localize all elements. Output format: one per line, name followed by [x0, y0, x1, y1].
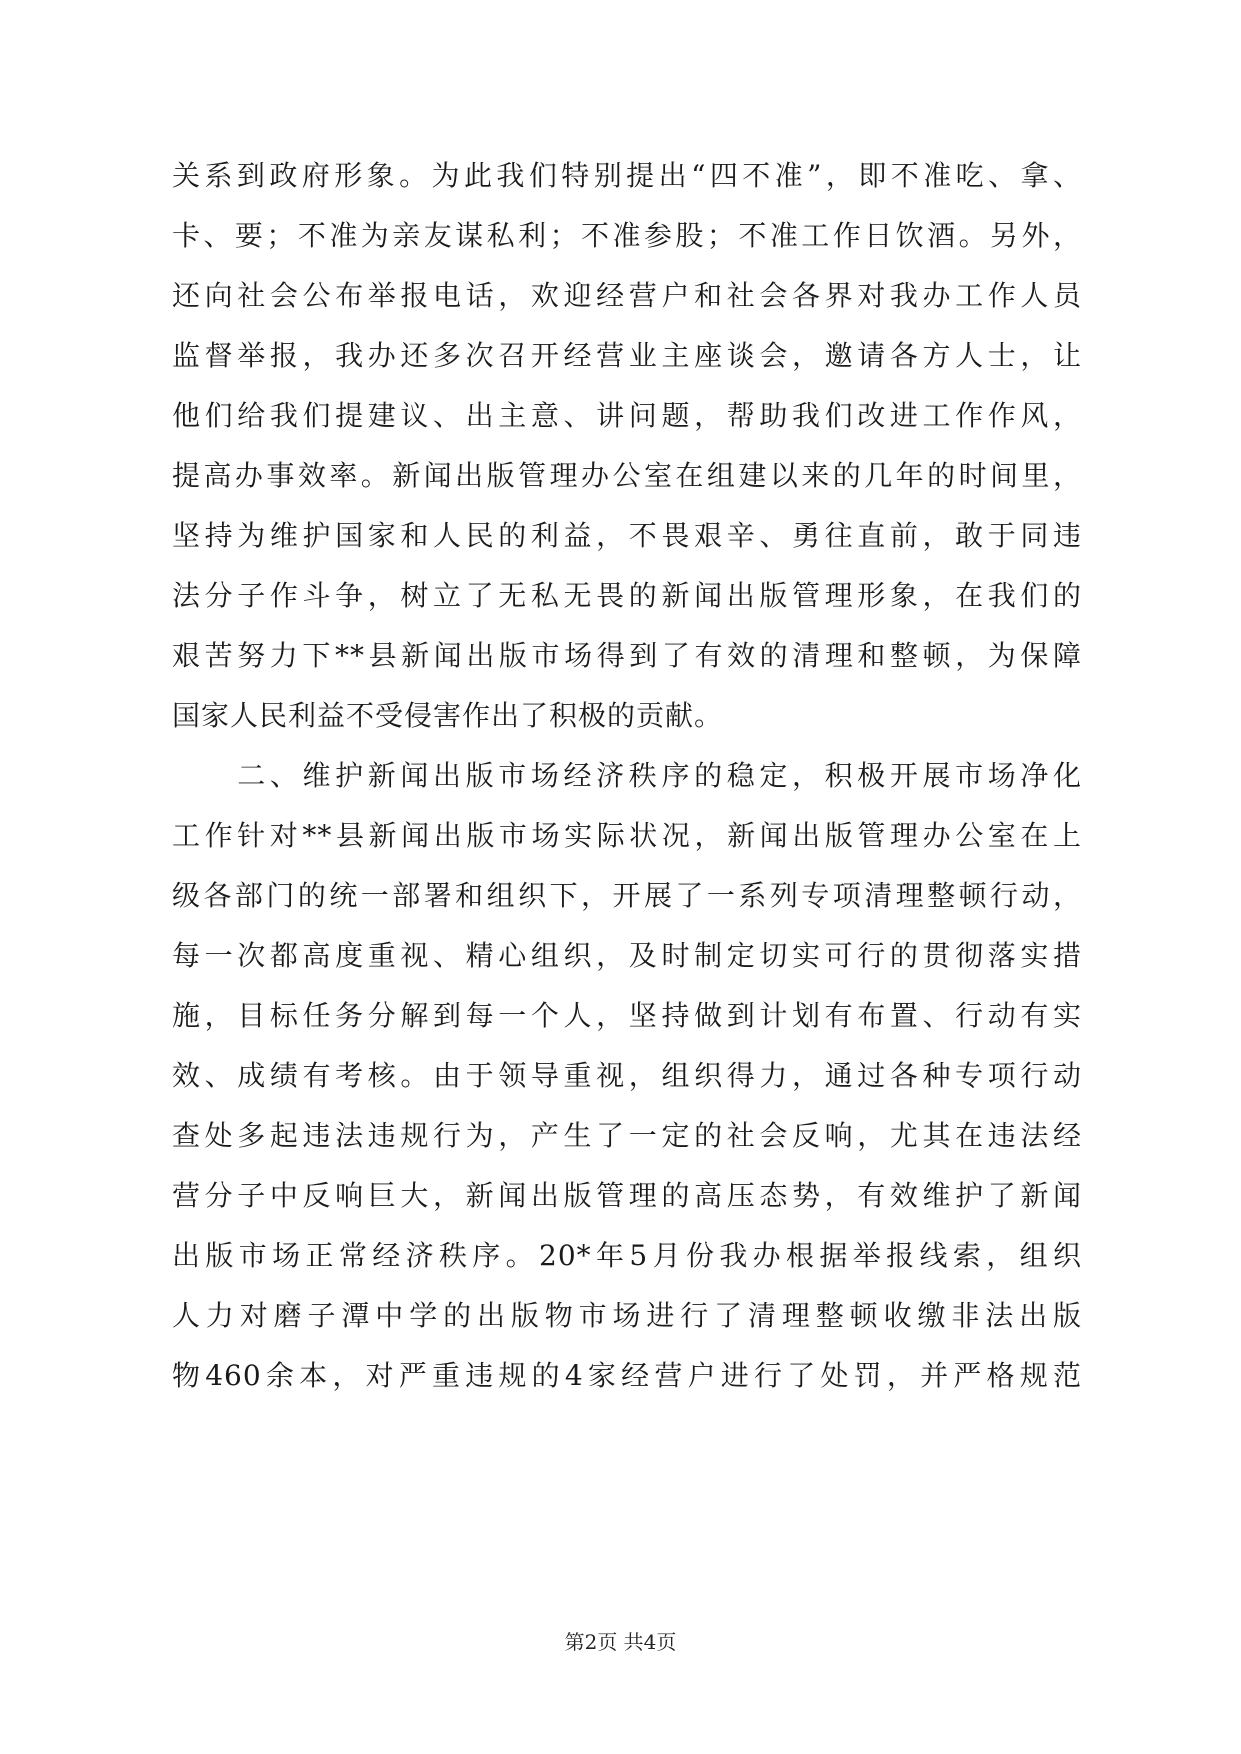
paragraph-1	[172, 146, 1082, 746]
text-line: 坚持为维护国家和人民的利益，不畏艰辛、勇往直前，敢于同违	[172, 519, 1082, 552]
text-line: 国家人民利益不受侵害作出了积极的贡献。	[172, 699, 724, 732]
text-line: 他们给我们提建议、出主意、讲问题，帮助我们改进工作作风，	[172, 399, 1082, 432]
text-line: 每一次都高度重视、精心组织，及时制定切实可行的贯彻落实措	[172, 939, 1082, 972]
text-line: 级各部门的统一部署和组织下，开展了一系列专项清理整顿行动，	[172, 879, 1082, 912]
paragraph-2	[172, 746, 1082, 1406]
page-number-footer: 第2页 共4页	[564, 1630, 677, 1654]
text-line: 物460余本，对严重违规的4家经营户进行了处罚，并严格规范	[172, 1359, 1082, 1392]
text-line: 关系到政府形象。为此我们特别提出“四不准”，即不准吃、拿、	[172, 159, 1082, 192]
text-line: 营分子中反响巨大，新闻出版管理的高压态势，有效维护了新闻	[172, 1179, 1082, 1212]
text-line: 艰苦努力下**县新闻出版市场得到了有效的清理和整顿，为保障	[172, 639, 1082, 672]
text-line: 施，目标任务分解到每一个人，坚持做到计划有布置、行动有实	[172, 999, 1082, 1032]
text-line: 法分子作斗争，树立了无私无畏的新闻出版管理形象，在我们的	[172, 579, 1082, 612]
text-line: 二、维护新闻出版市场经济秩序的稳定，积极开展市场净化	[172, 759, 1082, 792]
text-line: 人力对磨子潭中学的出版物市场进行了清理整顿收缴非法出版	[172, 1299, 1082, 1332]
text-line: 提高办事效率。新闻出版管理办公室在组建以来的几年的时间里，	[172, 459, 1082, 492]
text-line: 查处多起违法违规行为，产生了一定的社会反响，尤其在违法经	[172, 1119, 1082, 1152]
text-line: 出版市场正常经济秩序。20*年5月份我办根据举报线索，组织	[172, 1239, 1082, 1272]
text-line: 卡、要；不准为亲友谋私利；不准参股；不准工作日饮酒。另外，	[172, 219, 1082, 252]
text-line: 工作针对**县新闻出版市场实际状况，新闻出版管理办公室在上	[172, 819, 1082, 852]
text-line: 还向社会公布举报电话，欢迎经营户和社会各界对我办工作人员	[172, 279, 1082, 312]
text-line: 监督举报，我办还多次召开经营业主座谈会，邀请各方人士，让	[172, 339, 1082, 372]
text-line: 效、成绩有考核。由于领导重视，组织得力，通过各种专项行动	[172, 1059, 1082, 1092]
body-text	[172, 146, 1082, 1406]
